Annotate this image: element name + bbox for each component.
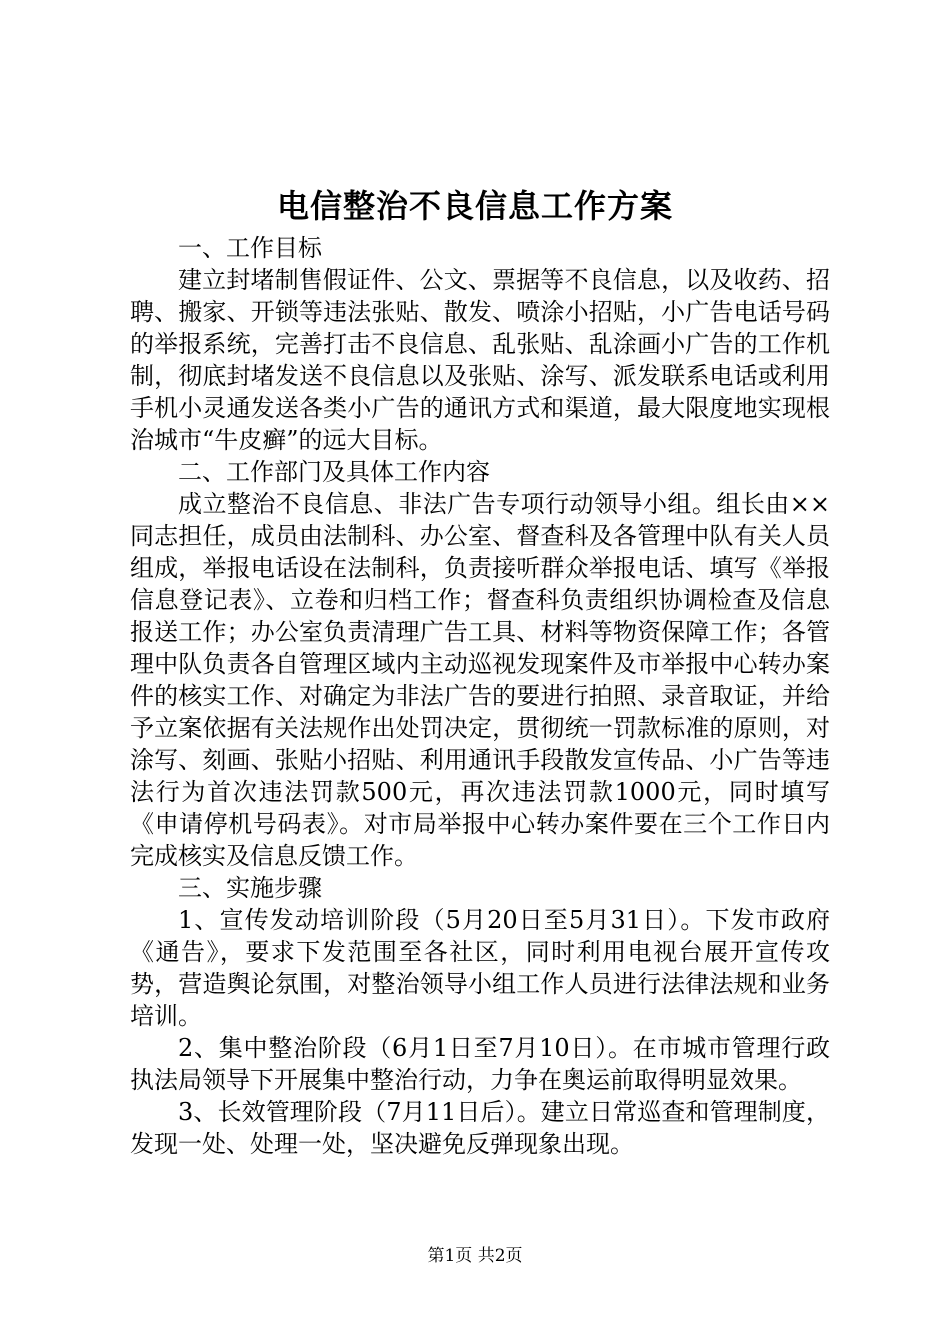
- section-heading-steps: 三、实施步骤: [178, 874, 322, 902]
- section-paragraph: 3、长效管理阶段（7月11日后）。建立日常巡查和管理制度，发现一处、处理一处，坚决避免反弹现象出现。: [130, 1098, 830, 1158]
- section-heading-departments: 二、工作部门及具体工作内容: [178, 458, 490, 486]
- document-title: 电信整治不良信息工作方案: [276, 187, 673, 225]
- section-paragraph: 建立封堵制售假证件、公文、票据等不良信息，以及收药、招聘、搬家、开锁等违法张贴、散发、喷涂小招贴，小广告电话号码的举报系统，完善打击不良信息、乱张贴、乱涂画小广告的工作机制，彻底封堵发送不良信息以及张贴、涂写、派发联系电话或利用手机小灵通发送各类小广告的通讯方式和渠道，最大限度地实现根治城市“牛皮癣”的远大目标。: [130, 266, 830, 454]
- page-footer: 第1页 共2页: [427, 1246, 523, 1266]
- section-paragraph: 成立整治不良信息、非法广告专项行动领导小组。组长由××同志担任，成员由法制科、办公室、督查科及各管理中队有关人员组成，举报电话设在法制科，负责接听群众举报电话、填写《举报信息登记表》、立卷和归档工作；督查科负责组织协调检查及信息报送工作；办公室负责清理广告工具、材料等物资保障工作；各管理中队负责各自管理区域内主动巡视发现案件及市举报中心转办案件的核实工作、对确定为非法广告的要进行拍照、录音取证，并给予立案依据有关法规作出处罚决定，贯彻统一罚款标准的原则，对涂写、刻画、张贴小招贴、利用通讯手段散发宣传品、小广告等违法行为首次违法罚款500元，再次违法罚款1000元，同时填写《申请停机号码表》。对市局举报中心转办案件要在三个工作日内完成核实及信息反馈工作。: [130, 490, 830, 870]
- section-paragraph: 1、宣传发动培训阶段（5月20日至5月31日）。下发市政府《通告》，要求下发范围至各社区，同时利用电视台展开宣传攻势，营造舆论氛围，对整治领导小组工作人员进行法律法规和业务培训。: [130, 906, 830, 1030]
- document-body: [130, 232, 830, 1160]
- section-heading-goals: 一、工作目标: [178, 234, 322, 262]
- section-paragraph: 2、集中整治阶段（6月1日至7月10日）。在市城市管理行政执法局领导下开展集中整治行动，力争在奥运前取得明显效果。: [130, 1034, 830, 1094]
